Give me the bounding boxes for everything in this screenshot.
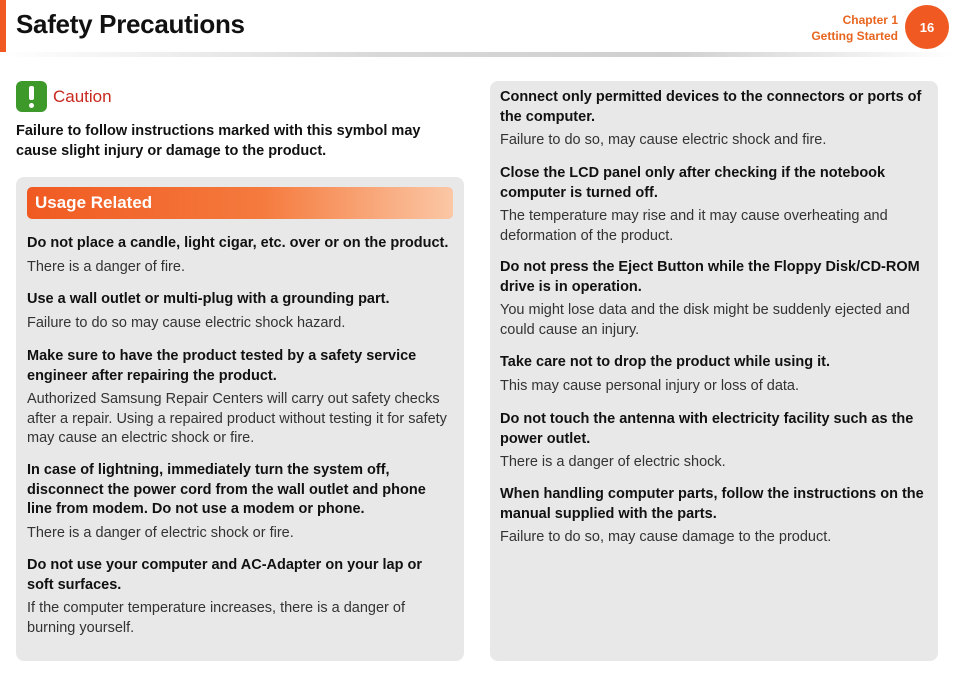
precaution-item xyxy=(500,88,930,151)
caution-description: Failure to follow instructions marked with this symbol may cause slight injury or damage to the product. xyxy=(16,123,421,159)
precaution-heading: Do not touch the antenna with electricity facility such as the power outlet. xyxy=(500,411,914,447)
caution-label: Caution xyxy=(53,86,112,106)
precaution-description: There is a danger of electric shock. xyxy=(500,454,726,470)
precaution-heading: Do not place a candle, light cigar, etc. over or on the product. xyxy=(27,235,449,251)
precaution-heading: Do not press the Eject Button while the Floppy Disk/CD-ROM drive is in operation. xyxy=(500,259,920,295)
precaution-item xyxy=(27,234,459,277)
precaution-item xyxy=(500,258,930,340)
precaution-description: Failure to do so may cause electric shock hazard. xyxy=(27,314,346,331)
precaution-description: If the computer temperature increases, there is a danger of burning yourself. xyxy=(27,600,406,636)
precaution-description: The temperature may rise and it may cause overheating and deformation of the product. xyxy=(500,208,888,244)
title-accent-bar xyxy=(0,0,6,52)
caution-heading xyxy=(16,81,112,112)
precaution-item xyxy=(27,290,459,333)
page-number-badge: 16 xyxy=(905,5,949,49)
precaution-heading: Take care not to drop the product while using it. xyxy=(500,354,831,370)
precaution-description: Authorized Samsung Repair Centers will carry out safety checks after a repair. Using a repaired product without testing it for safety may cause an electric shock or fire. xyxy=(27,391,447,446)
header-divider xyxy=(0,52,954,57)
precaution-heading: Connect only permitted devices to the connectors or ports of the computer. xyxy=(500,89,922,125)
page-title: Safety Precautions xyxy=(16,9,245,39)
precaution-description: This may cause personal injury or loss of data. xyxy=(500,377,799,394)
chapter-title: Getting Started xyxy=(811,29,898,43)
precaution-heading: In case of lightning, immediately turn the system off, disconnect the power cord from the wall outlet and phone line from modem. Do not use a modem or phone. xyxy=(27,462,426,517)
precaution-item xyxy=(27,556,447,638)
precaution-description: Failure to do so, may cause damage to the product. xyxy=(500,529,832,545)
precaution-description: There is a danger of fire. xyxy=(27,258,185,275)
precaution-item xyxy=(27,347,447,449)
precaution-heading: Do not use your computer and AC-Adapter on your lap or soft surfaces. xyxy=(27,557,423,593)
precaution-description: You might lose data and the disk might be suddenly ejected and could cause an injury. xyxy=(500,302,910,338)
precaution-description: There is a danger of electric shock or fire. xyxy=(27,524,294,541)
precaution-heading: Use a wall outlet or multi-plug with a grounding part. xyxy=(27,291,390,307)
precaution-heading: Make sure to have the product tested by a safety service engineer after repairing the product. xyxy=(27,348,417,384)
chapter-label xyxy=(811,12,898,44)
exclamation-icon xyxy=(16,81,47,112)
precaution-heading: When handling computer parts, follow the instructions on the manual supplied with the parts. xyxy=(500,486,924,522)
precaution-heading: Close the LCD panel only after checking if the notebook computer is turned off. xyxy=(500,165,886,201)
precaution-item xyxy=(500,164,930,246)
precaution-item xyxy=(500,410,930,473)
precaution-item xyxy=(500,485,930,548)
precaution-description: Failure to do so, may cause electric shock and fire. xyxy=(500,132,827,148)
precaution-item xyxy=(500,353,930,396)
chapter-number: Chapter 1 xyxy=(842,13,898,27)
precaution-item xyxy=(27,461,447,543)
usage-related-heading: Usage Related xyxy=(27,187,453,219)
